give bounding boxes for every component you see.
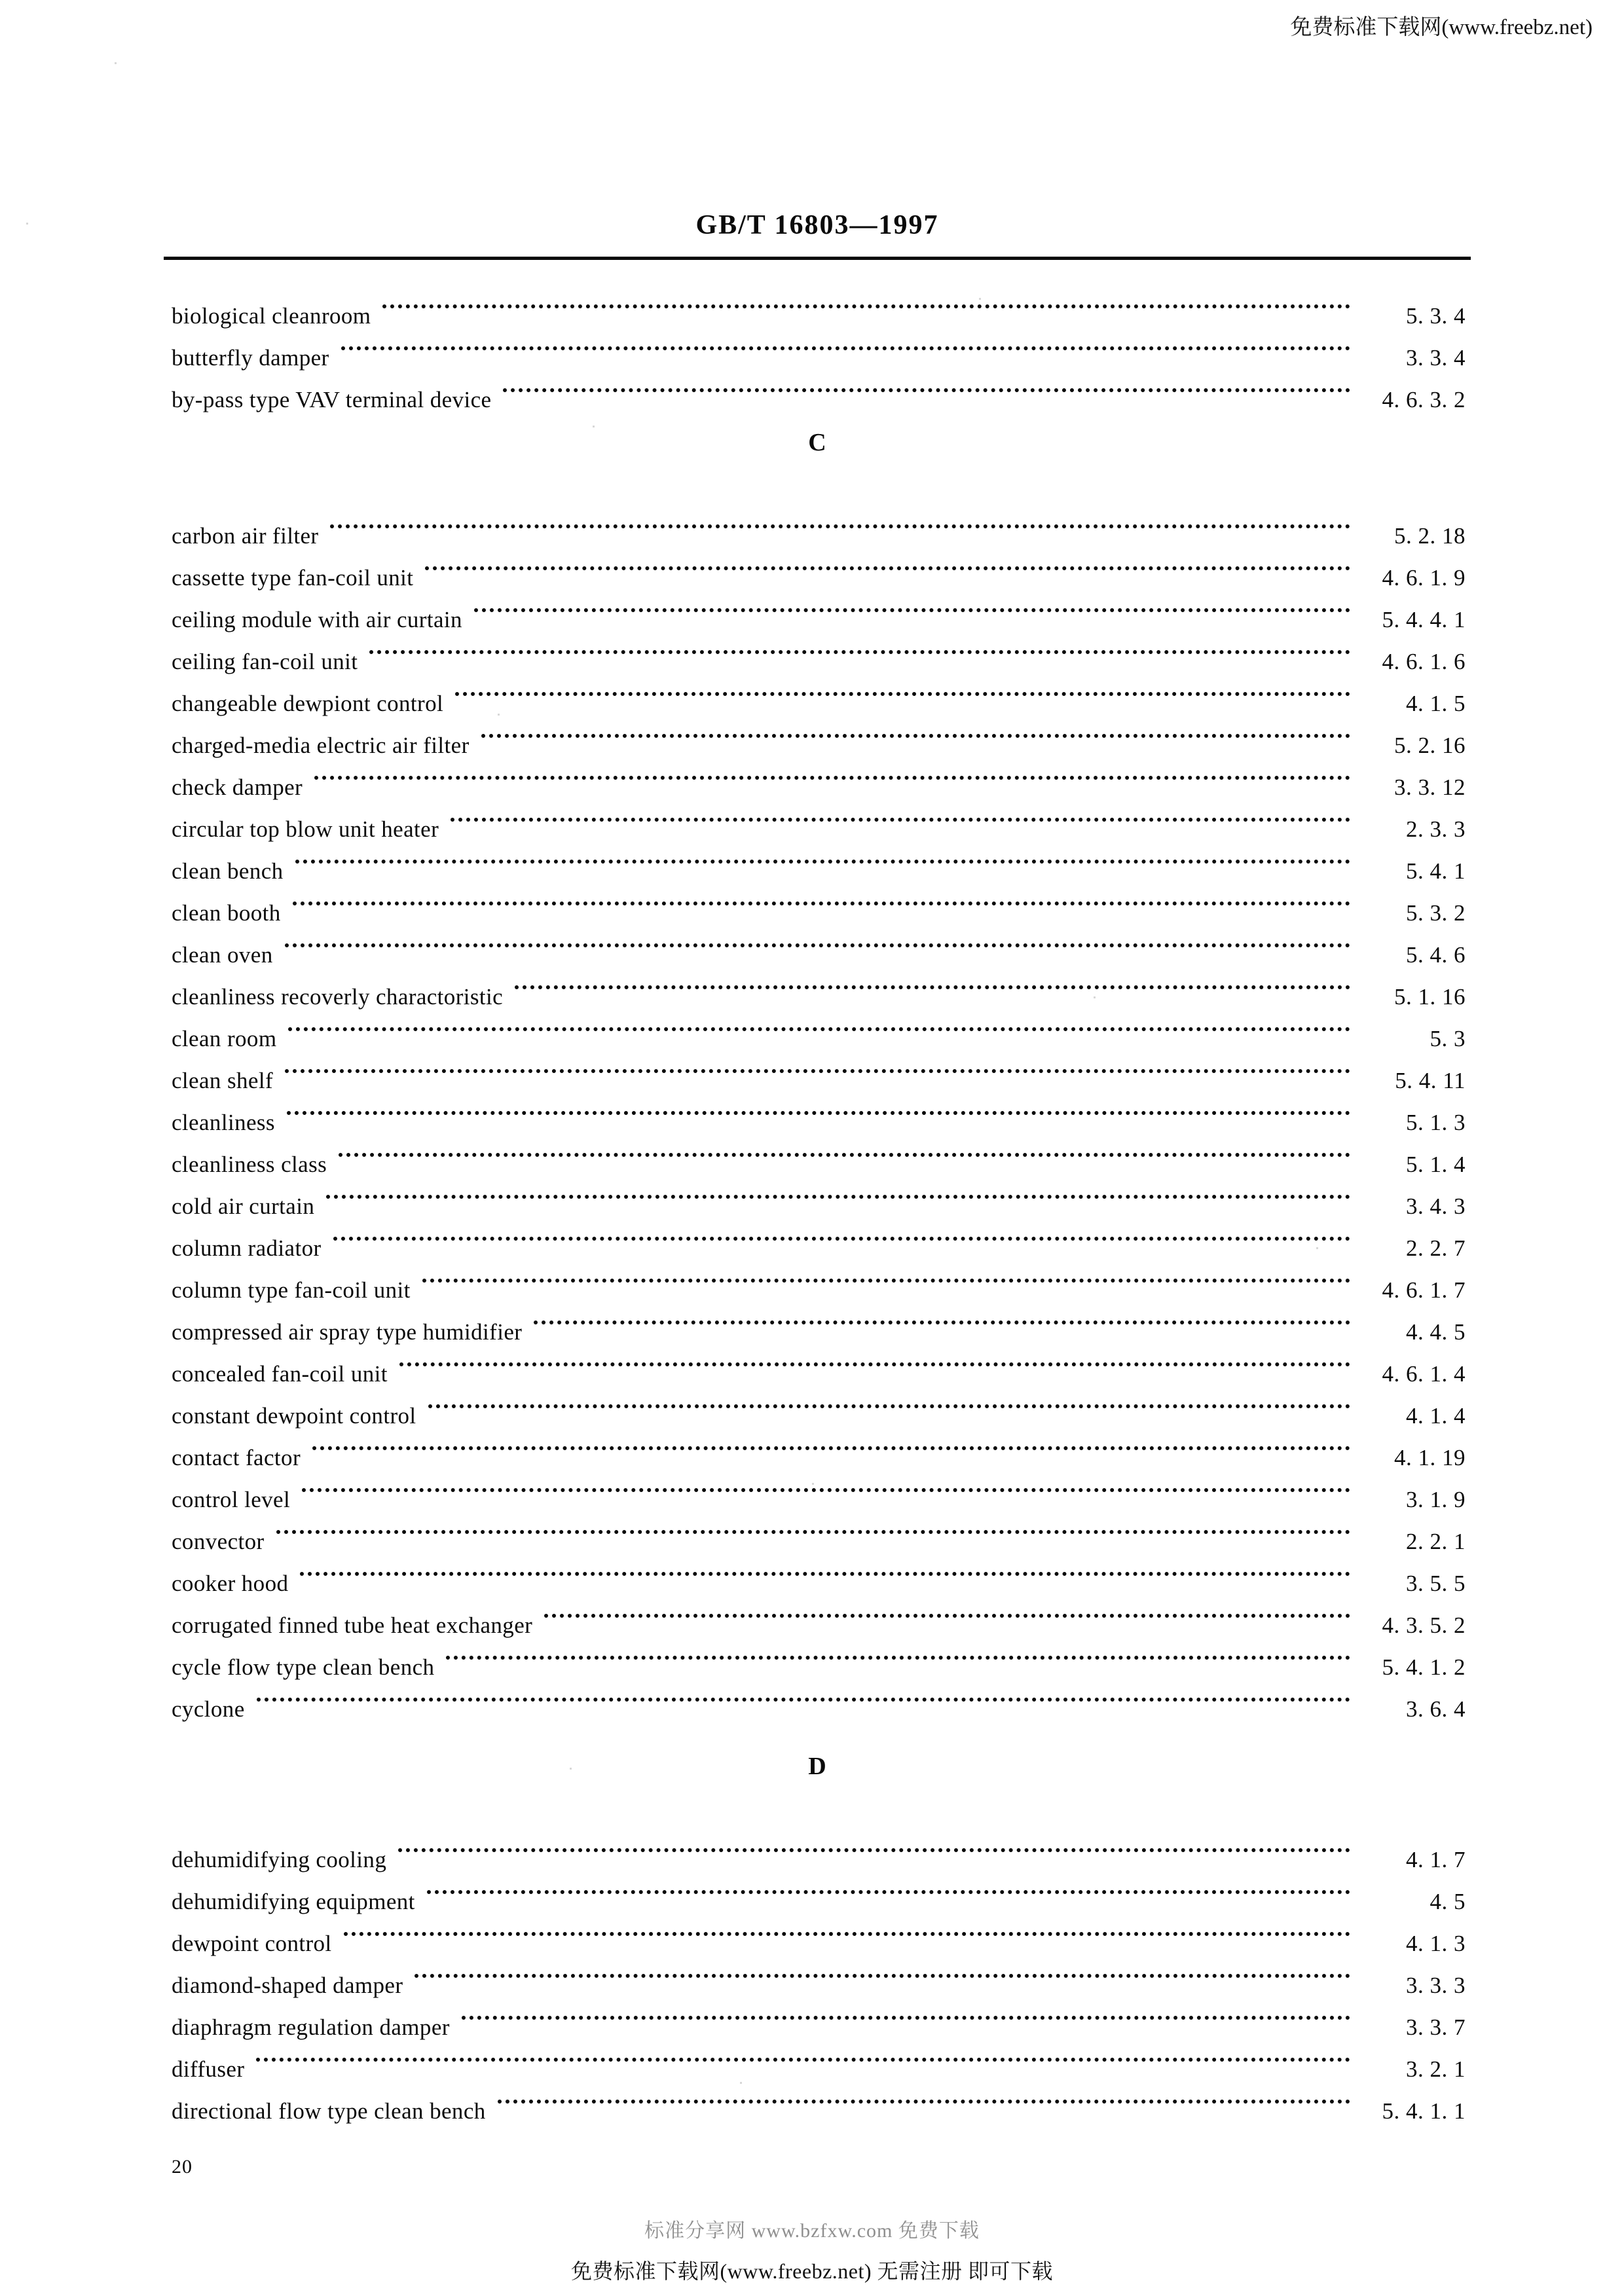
index-entry-reference: 2. 3. 3	[1406, 816, 1466, 842]
dot-leader	[285, 920, 1350, 962]
index-entry-reference: 5. 2. 18	[1394, 523, 1466, 549]
section-spacer	[162, 478, 1472, 501]
dot-leader	[288, 1004, 1350, 1046]
index-entry-reference: 5. 4. 1	[1406, 858, 1466, 884]
index-entry[interactable]	[162, 1130, 1472, 1177]
index-continued-group	[162, 282, 1472, 412]
index-entry-reference: 3. 6. 4	[1406, 1696, 1466, 1722]
dot-leader	[498, 2077, 1350, 2119]
dot-leader	[398, 1825, 1350, 1867]
index-list	[162, 282, 1472, 2124]
page-number: 20	[172, 2156, 193, 2178]
index-entry-term: carbon air filter	[172, 523, 319, 549]
index-entry[interactable]	[162, 543, 1472, 591]
index-entry-reference: 4. 6. 1. 4	[1382, 1361, 1466, 1387]
index-entry-term: column radiator	[172, 1235, 322, 1261]
index-entry-term: dehumidifying cooling	[172, 1847, 387, 1872]
top-watermark: 免费标准下载网(www.freebz.net)	[1290, 16, 1593, 39]
index-entry[interactable]	[162, 365, 1472, 412]
index-entry-reference: 3. 3. 3	[1406, 1973, 1466, 1998]
index-entry-term: clean bench	[172, 858, 284, 884]
index-entry-reference: 3. 3. 7	[1406, 2014, 1466, 2040]
index-entry[interactable]	[162, 962, 1472, 1010]
index-entry-term: cycle flow type clean bench	[172, 1654, 435, 1680]
dot-leader	[339, 1130, 1350, 1172]
index-entry-term: cassette type fan-coil unit	[172, 565, 414, 591]
index-entry-reference: 3. 3. 12	[1394, 774, 1466, 800]
index-entry-reference: 4. 3. 5. 2	[1382, 1613, 1466, 1638]
index-entry-reference: 5. 4. 6	[1406, 942, 1466, 968]
index-entry[interactable]	[162, 1549, 1472, 1596]
dot-leader	[341, 323, 1350, 365]
index-entry-term: clean oven	[172, 942, 273, 968]
index-entry[interactable]	[162, 323, 1472, 371]
index-entry-reference: 4. 1. 5	[1406, 691, 1466, 716]
dot-leader	[399, 1339, 1350, 1381]
index-entry-term: cooker hood	[172, 1571, 289, 1596]
index-entry-term: check damper	[172, 774, 303, 800]
section-letter-heading: C	[808, 429, 826, 456]
index-entry-reference: 5. 1. 4	[1406, 1152, 1466, 1177]
index-entry-term: cleanliness recoverly charactoristic	[172, 984, 504, 1010]
dot-leader	[256, 2035, 1350, 2077]
index-entry-reference: 5. 3. 2	[1406, 900, 1466, 926]
dot-leader	[446, 1633, 1350, 1675]
section-spacer	[162, 1802, 1472, 1825]
dot-leader	[330, 501, 1350, 543]
dot-leader	[481, 711, 1350, 753]
index-entry-reference: 2. 2. 7	[1406, 1235, 1466, 1261]
index-entry-term: diffuser	[172, 2056, 245, 2082]
dot-leader	[474, 585, 1350, 627]
index-entry[interactable]	[162, 753, 1472, 800]
index-entry-reference: 4. 5	[1430, 1889, 1466, 1914]
index-entry[interactable]	[162, 879, 1472, 926]
index-entry-term: clean booth	[172, 900, 281, 926]
index-entry[interactable]	[162, 1004, 1472, 1051]
dot-leader	[257, 1675, 1350, 1717]
dot-leader	[503, 365, 1350, 407]
index-entry-term: clean shelf	[172, 1068, 274, 1093]
index-entry[interactable]	[162, 1046, 1472, 1093]
dot-leader	[302, 1465, 1350, 1507]
index-entry-reference: 5. 2. 16	[1394, 733, 1466, 758]
index-entry[interactable]	[162, 1507, 1472, 1554]
index-entry-reference: 4. 6. 3. 2	[1382, 387, 1466, 412]
dot-leader	[285, 1046, 1350, 1088]
dot-leader	[415, 1951, 1350, 1993]
index-entry[interactable]	[162, 1951, 1472, 1998]
index-entry-reference: 5. 4. 4. 1	[1382, 607, 1466, 632]
index-entry[interactable]	[162, 837, 1472, 884]
index-entry-reference: 3. 2. 1	[1406, 2056, 1466, 2082]
index-entry-term: ceiling module with air curtain	[172, 607, 462, 632]
dot-leader	[515, 962, 1350, 1004]
dot-leader	[462, 1993, 1350, 2035]
index-entry-reference: 3. 4. 3	[1406, 1194, 1466, 1219]
index-entry[interactable]	[162, 1172, 1472, 1219]
index-entry-term: changeable dewpiont control	[172, 691, 444, 716]
index-entry-term: butterfly damper	[172, 345, 329, 371]
dot-leader	[428, 1381, 1350, 1423]
dot-leader	[534, 1298, 1350, 1339]
index-entry-reference: 3. 5. 5	[1406, 1571, 1466, 1596]
index-entry-term: biological cleanroom	[172, 303, 371, 329]
index-entry-term: cleanliness class	[172, 1152, 327, 1177]
index-entry-reference: 5. 4. 1. 2	[1382, 1654, 1466, 1680]
index-entry[interactable]	[162, 1591, 1472, 1638]
index-entry-reference: 3. 1. 9	[1406, 1487, 1466, 1512]
index-entry-reference: 5. 3	[1430, 1026, 1466, 1051]
index-entry[interactable]	[162, 2077, 1472, 2124]
page-title: GB/T 16803—1997	[695, 210, 939, 240]
dot-leader	[300, 1549, 1350, 1591]
dot-leader	[287, 1088, 1350, 1130]
index-entry-reference: 5. 3. 4	[1406, 303, 1466, 329]
dot-leader	[369, 627, 1350, 669]
index-entry-reference: 4. 1. 7	[1406, 1847, 1466, 1872]
index-entry-term: cold air curtain	[172, 1194, 315, 1219]
index-entry-term: ceiling fan-coil unit	[172, 649, 358, 674]
dot-leader	[427, 1867, 1350, 1909]
dot-leader	[276, 1507, 1350, 1549]
index-entry[interactable]	[162, 1088, 1472, 1135]
index-entry-term: by-pass type VAV terminal device	[172, 387, 492, 412]
index-entry-reference: 5. 1. 3	[1406, 1110, 1466, 1135]
index-entry[interactable]	[162, 2035, 1472, 2082]
dot-leader	[295, 837, 1350, 879]
index-entry[interactable]	[162, 795, 1472, 842]
index-entry-reference: 4. 6. 1. 7	[1382, 1277, 1466, 1303]
dot-leader	[455, 669, 1350, 711]
index-sections	[162, 407, 1472, 2124]
index-entry[interactable]	[162, 1909, 1472, 1956]
page-content	[162, 0, 1472, 2296]
index-entry-term: corrugated finned tube heat exchanger	[172, 1613, 533, 1638]
index-entry-reference: 2. 2. 1	[1406, 1529, 1466, 1554]
index-entry-reference: 4. 4. 5	[1406, 1319, 1466, 1345]
index-entry-term: dewpoint control	[172, 1931, 332, 1956]
dot-leader	[544, 1591, 1350, 1633]
index-entry-term: cleanliness	[172, 1110, 275, 1135]
index-entry-term: cyclone	[172, 1696, 245, 1722]
index-entry-reference: 5. 1. 16	[1394, 984, 1466, 1010]
index-entry-term: diamond-shaped damper	[172, 1973, 403, 1998]
index-entry-term: charged-media electric air filter	[172, 733, 470, 758]
index-entry[interactable]	[162, 501, 1472, 549]
index-entry-term: column type fan-coil unit	[172, 1277, 411, 1303]
bottom-watermark-gray: 标准分享网 www.bzfxw.com 免费下载	[644, 2220, 980, 2242]
index-entry-term: constant dewpoint control	[172, 1403, 416, 1429]
index-entry-term: dehumidifying equipment	[172, 1889, 415, 1914]
index-entry-term: diaphragm regulation damper	[172, 2014, 450, 2040]
index-entry[interactable]	[162, 1675, 1472, 1722]
index-entry[interactable]	[162, 1465, 1472, 1512]
index-entry[interactable]	[162, 920, 1472, 968]
dot-leader	[326, 1172, 1350, 1214]
index-entry-term: contact factor	[172, 1445, 301, 1470]
index-entry-term: directional flow type clean bench	[172, 2098, 486, 2124]
dot-leader	[314, 753, 1350, 795]
index-entry-term: circular top blow unit heater	[172, 816, 439, 842]
index-entry-reference: 4. 1. 3	[1406, 1931, 1466, 1956]
dot-leader	[451, 795, 1350, 837]
dot-leader	[344, 1909, 1350, 1951]
index-entry[interactable]	[162, 1423, 1472, 1470]
index-entry-term: control level	[172, 1487, 291, 1512]
index-entry-reference: 5. 4. 11	[1395, 1068, 1466, 1093]
index-entry[interactable]	[162, 1825, 1472, 1872]
index-entry-reference: 4. 1. 19	[1394, 1445, 1466, 1470]
index-entry-term: concealed fan-coil unit	[172, 1361, 388, 1387]
dot-leader	[422, 1256, 1350, 1298]
dot-leader	[333, 1214, 1350, 1256]
index-entry-reference: 3. 3. 4	[1406, 345, 1466, 371]
index-entry-term: compressed air spray type humidifier	[172, 1319, 523, 1345]
dot-leader	[382, 282, 1350, 323]
index-entry[interactable]	[162, 282, 1472, 329]
index-entry-reference: 4. 1. 4	[1406, 1403, 1466, 1429]
header-divider	[164, 257, 1471, 260]
dot-leader	[293, 879, 1350, 920]
index-entry-reference: 4. 6. 1. 9	[1382, 565, 1466, 591]
index-entry-term: clean room	[172, 1026, 277, 1051]
dot-leader	[425, 543, 1350, 585]
bottom-watermark-black: 免费标准下载网(www.freebz.net) 无需注册 即可下载	[570, 2259, 1054, 2283]
section-letter-heading: D	[808, 1753, 826, 1780]
index-entry[interactable]	[162, 1214, 1472, 1261]
index-entry[interactable]	[162, 1256, 1472, 1303]
index-entry-reference: 4. 6. 1. 6	[1382, 649, 1466, 674]
dot-leader	[312, 1423, 1350, 1465]
index-entry-term: convector	[172, 1529, 265, 1554]
index-entry-reference: 5. 4. 1. 1	[1382, 2098, 1466, 2124]
